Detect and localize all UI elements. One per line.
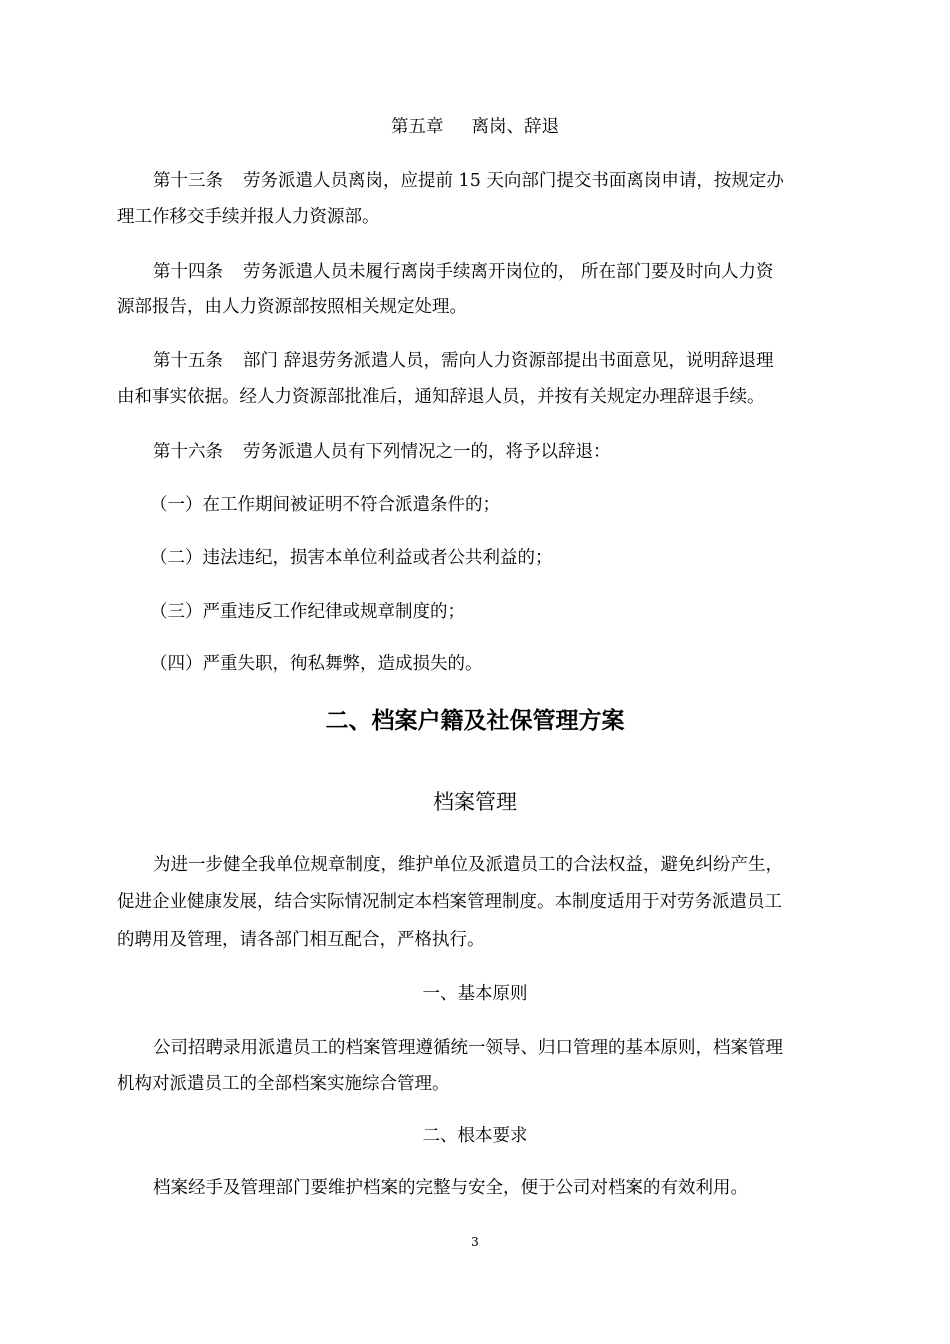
dismissal-item-4: （四）严重失职，徇私舞弊，造成损失的。 — [150, 654, 483, 674]
article-14-text: 劳务派遣人员未履行离岗手续离开岗位的， 所在部门要及时向人力资 — [243, 262, 774, 282]
article-14-label: 第十四条 — [153, 262, 223, 282]
article-13-line-2: 理工作移交手续并报人力资源部。 — [117, 207, 380, 227]
article-13-label: 第十三条 — [153, 171, 223, 191]
section-subheading: 档案管理 — [433, 790, 517, 814]
article-13-line-1 — [153, 170, 784, 192]
requirements-title: 二、根本要求 — [422, 1126, 528, 1146]
article-14-line-1 — [153, 261, 774, 283]
principles-title: 一、基本原则 — [422, 984, 528, 1004]
principles-line-2: 机构对派遣员工的全部档案实施综合管理。 — [117, 1074, 450, 1094]
article-15-line-2: 由和事实依据。经人力资源部批准后，通知辞退人员，并按有关规定办理辞退手续。 — [117, 387, 765, 407]
requirements-line-1: 档案经手及管理部门要维护档案的完整与安全，便于公司对档案的有效利用。 — [153, 1178, 748, 1198]
article-15-text: 部门 辞退劳务派遣人员，需向人力资源部提出书面意见，说明辞退理 — [243, 351, 774, 371]
chapter-subtitle: 离岗、辞退 — [471, 117, 559, 137]
dismissal-item-2: （二）违法违纪，损害本单位利益或者公共利益的； — [150, 548, 553, 568]
dismissal-item-3: （三）严重违反工作纪律或规章制度的； — [150, 602, 465, 622]
article-13-text: 劳务派遣人员离岗，应提前 15 天向部门提交书面离岗申请，按规定办 — [243, 171, 784, 191]
section-heading: 二、档案户籍及社保管理方案 — [325, 708, 625, 734]
intro-line-1: 为进一步健全我单位规章制度，维护单位及派遣员工的合法权益，避免纠纷产生， — [153, 855, 783, 875]
dismissal-item-1: （一）在工作期间被证明不符合派遣条件的； — [150, 495, 500, 515]
article-16-label: 第十六条 — [153, 442, 223, 462]
article-16-text: 劳务派遣人员有下列情况之一的，将予以辞退： — [243, 442, 611, 462]
intro-line-2: 促进企业健康发展，结合实际情况制定本档案管理制度。本制度适用于对劳务派遣员工 — [117, 892, 782, 912]
intro-line-3: 的聘用及管理，请各部门相互配合，严格执行。 — [117, 930, 485, 950]
article-16-line-1 — [153, 441, 611, 463]
article-14-line-2: 源部报告，由人力资源部按照相关规定处理。 — [117, 297, 467, 317]
article-15-label: 第十五条 — [153, 351, 223, 371]
chapter-number: 第五章 — [391, 117, 444, 137]
article-15-line-1 — [153, 350, 774, 372]
principles-line-1: 公司招聘录用派遣员工的档案管理遵循统一领导、归口管理的基本原则，档案管理 — [153, 1038, 783, 1058]
chapter-title — [0, 116, 950, 138]
page-number: 3 — [471, 1235, 479, 1249]
